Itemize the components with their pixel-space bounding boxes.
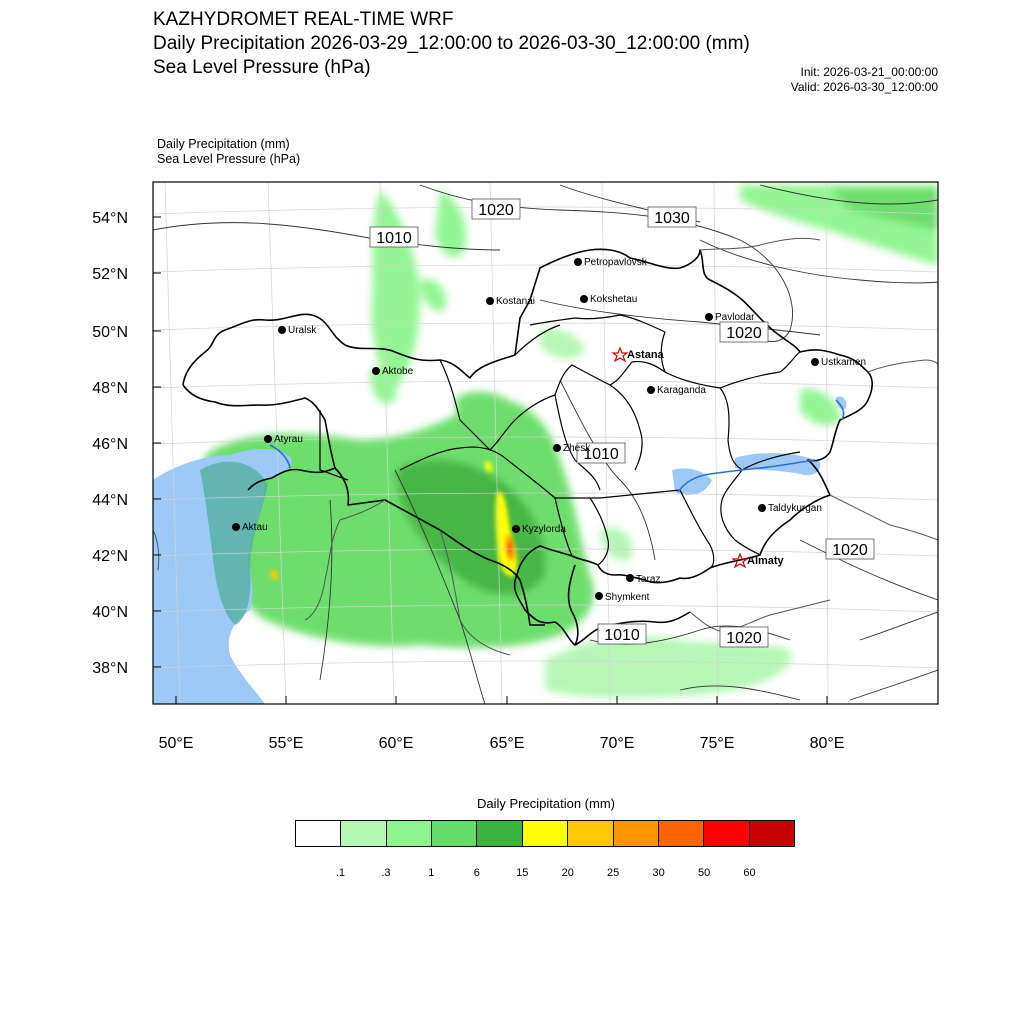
lon-label: 65°E [489, 735, 525, 752]
subheader-line-1: Daily Precipitation (mm) [157, 137, 290, 151]
svg-text:1020: 1020 [832, 542, 868, 559]
isobar-label [826, 539, 874, 559]
lat-label: 46°N [92, 436, 128, 453]
legend-label: 20 [561, 867, 574, 879]
legend-label: .1 [335, 867, 346, 879]
svg-text:Almaty: Almaty [747, 555, 784, 567]
lon-label: 60°E [378, 735, 414, 752]
isobar-label [720, 322, 768, 342]
legend-label: 1 [428, 867, 435, 879]
legend-label: 50 [697, 867, 711, 879]
lat-label: 40°N [92, 604, 128, 621]
lon-label: 80°E [809, 735, 845, 752]
lon-label: 50°E [158, 735, 194, 752]
lat-label: 42°N [92, 548, 128, 565]
legend-label: 15 [516, 867, 529, 879]
legend-title: Daily Precipitation (mm) [477, 796, 615, 811]
isobar-label [598, 624, 646, 644]
svg-text:Ustkamen: Ustkamen [821, 357, 867, 368]
longitude-labels [159, 735, 845, 752]
svg-text:Shymkent: Shymkent [605, 592, 650, 603]
svg-text:1010: 1010 [604, 627, 640, 644]
svg-text:Taraz: Taraz [636, 574, 661, 585]
lat-label: 48°N [92, 380, 128, 397]
legend-swatch [431, 821, 476, 846]
legend-swatch [703, 821, 748, 846]
svg-text:1020: 1020 [478, 202, 514, 219]
isobar-label [472, 199, 520, 219]
legend-swatch [613, 821, 658, 846]
legend-swatch [296, 821, 340, 846]
svg-text:1020: 1020 [726, 325, 762, 342]
svg-text:1010: 1010 [583, 446, 619, 463]
legend-swatch [340, 821, 385, 846]
svg-text:Taldykurgan: Taldykurgan [768, 503, 822, 514]
svg-text:Uralsk: Uralsk [288, 325, 317, 336]
svg-text:1020: 1020 [726, 630, 762, 647]
lat-label: 52°N [92, 266, 128, 283]
svg-text:Pavlodar: Pavlodar [715, 312, 755, 323]
legend-swatch [522, 821, 567, 846]
lon-label: 75°E [699, 735, 735, 752]
svg-text:Astana: Astana [627, 349, 664, 361]
legend-swatch [749, 821, 794, 846]
svg-text:1030: 1030 [654, 210, 690, 227]
legend-label: 60 [743, 867, 756, 879]
svg-text:Kokshetau: Kokshetau [590, 294, 638, 305]
legend-swatch [476, 821, 521, 846]
valid-time: Valid: 2026-03-30_12:00:00 [790, 80, 938, 94]
svg-text:Zhesk: Zhesk [563, 443, 591, 454]
svg-text:Aktobe: Aktobe [382, 366, 414, 377]
city-marker [758, 503, 822, 514]
title-line-1: KAZHYDROMET REAL-TIME WRF [153, 9, 454, 30]
legend-label: .3 [381, 867, 391, 879]
legend-label: 6 [473, 867, 480, 879]
legend-swatch [386, 821, 431, 846]
legend-swatch [658, 821, 703, 846]
isobar-label [720, 627, 768, 647]
title-line-3: Sea Level Pressure (hPa) [153, 57, 371, 78]
legend-labels [295, 867, 795, 883]
svg-text:Kyzylorda: Kyzylorda [522, 524, 566, 535]
lat-label: 50°N [92, 324, 128, 341]
latitude-labels [92, 210, 128, 677]
svg-text:Aktau: Aktau [242, 522, 268, 533]
isobar-label [648, 207, 696, 227]
svg-text:Petropavlovsk: Petropavlovsk [584, 257, 647, 268]
legend-colorbar [295, 820, 795, 847]
svg-text:1010: 1010 [376, 230, 412, 247]
svg-text:Kostanai: Kostanai [496, 296, 535, 307]
svg-text:Atyrau: Atyrau [274, 434, 303, 445]
legend-label: 30 [652, 867, 665, 879]
isobar-label [370, 227, 418, 247]
lat-label: 44°N [92, 492, 128, 509]
legend-swatch [567, 821, 612, 846]
svg-text:Karaganda: Karaganda [657, 385, 706, 396]
init-time: Init: 2026-03-21_00:00:00 [800, 65, 938, 79]
legend-label: 25 [607, 867, 620, 879]
lon-label: 55°E [268, 735, 304, 752]
lon-label: 70°E [599, 735, 635, 752]
subheader-line-2: Sea Level Pressure (hPa) [157, 152, 301, 166]
lat-label: 38°N [92, 660, 128, 677]
city-marker [574, 257, 648, 268]
title-line-2: Daily Precipitation 2026-03-29_12:00:00 to 2026-03-30_12:00:00 (mm) [153, 33, 750, 54]
lat-label: 54°N [92, 210, 128, 227]
